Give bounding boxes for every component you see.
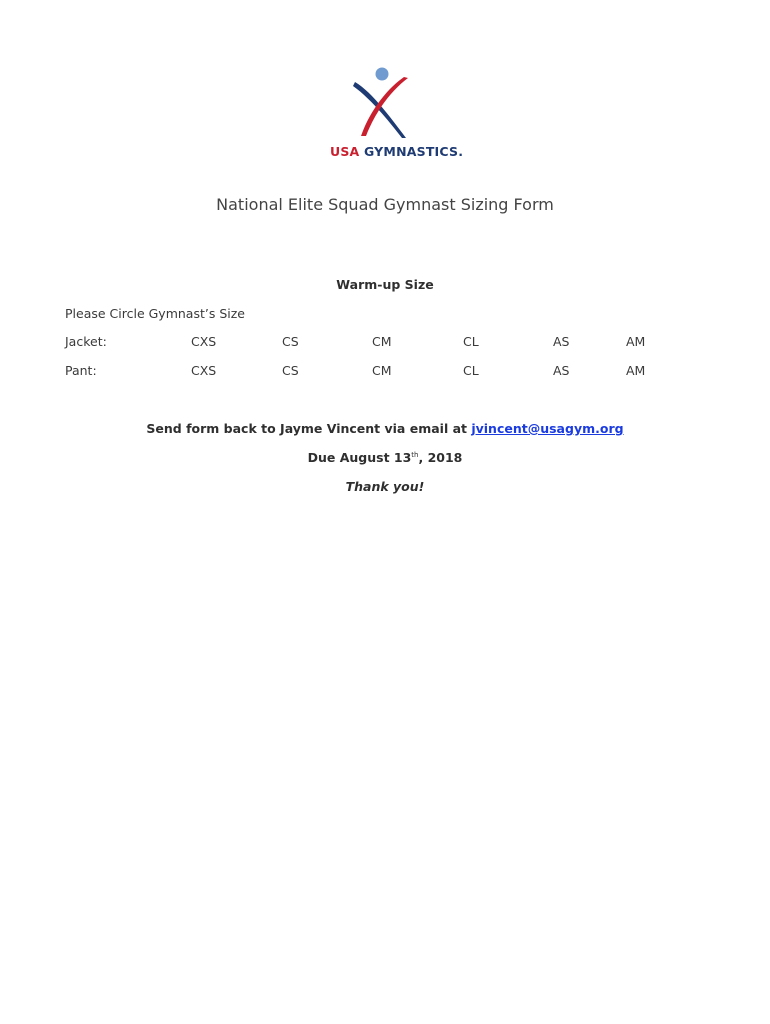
email-link[interactable]: jvincent@usagym.org	[471, 421, 624, 436]
size-row-jacket	[0, 334, 770, 352]
row-label: Jacket:	[65, 334, 107, 349]
size-option[interactable]: CXS	[191, 363, 217, 378]
size-option[interactable]: CS	[282, 334, 299, 349]
send-text: Send form back to Jayme Vincent via email at	[146, 421, 472, 436]
size-option[interactable]: CM	[372, 334, 392, 349]
section-heading-warmup: Warm-up Size	[336, 277, 434, 292]
thank-you-text: Thank you!	[345, 479, 425, 494]
size-option[interactable]: CL	[463, 334, 479, 349]
logo-text-gymnastics: GYMNASTICS.	[364, 144, 464, 159]
usa-gymnastics-logo	[330, 62, 464, 162]
size-option[interactable]: CL	[463, 363, 479, 378]
size-option[interactable]: AS	[553, 363, 570, 378]
due-ordinal: th	[411, 450, 419, 459]
size-option[interactable]: CS	[282, 363, 299, 378]
logo-wordmark	[330, 144, 464, 159]
size-option[interactable]: CM	[372, 363, 392, 378]
size-option[interactable]: AM	[626, 334, 646, 349]
row-label: Pant:	[65, 363, 97, 378]
size-row-pant	[0, 363, 770, 381]
due-suffix: , 2018	[418, 450, 463, 465]
usa-gymnastics-figure-icon	[350, 62, 420, 140]
size-option[interactable]: AM	[626, 363, 646, 378]
due-prefix: Due August 13	[307, 450, 412, 465]
size-option[interactable]: CXS	[191, 334, 217, 349]
form-title: National Elite Squad Gymnast Sizing Form	[216, 195, 554, 214]
send-instructions	[0, 421, 770, 436]
size-option[interactable]: AS	[553, 334, 570, 349]
due-date	[0, 450, 770, 465]
logo-text-usa: USA	[330, 144, 360, 159]
instruction-text: Please Circle Gymnast’s Size	[65, 306, 245, 321]
